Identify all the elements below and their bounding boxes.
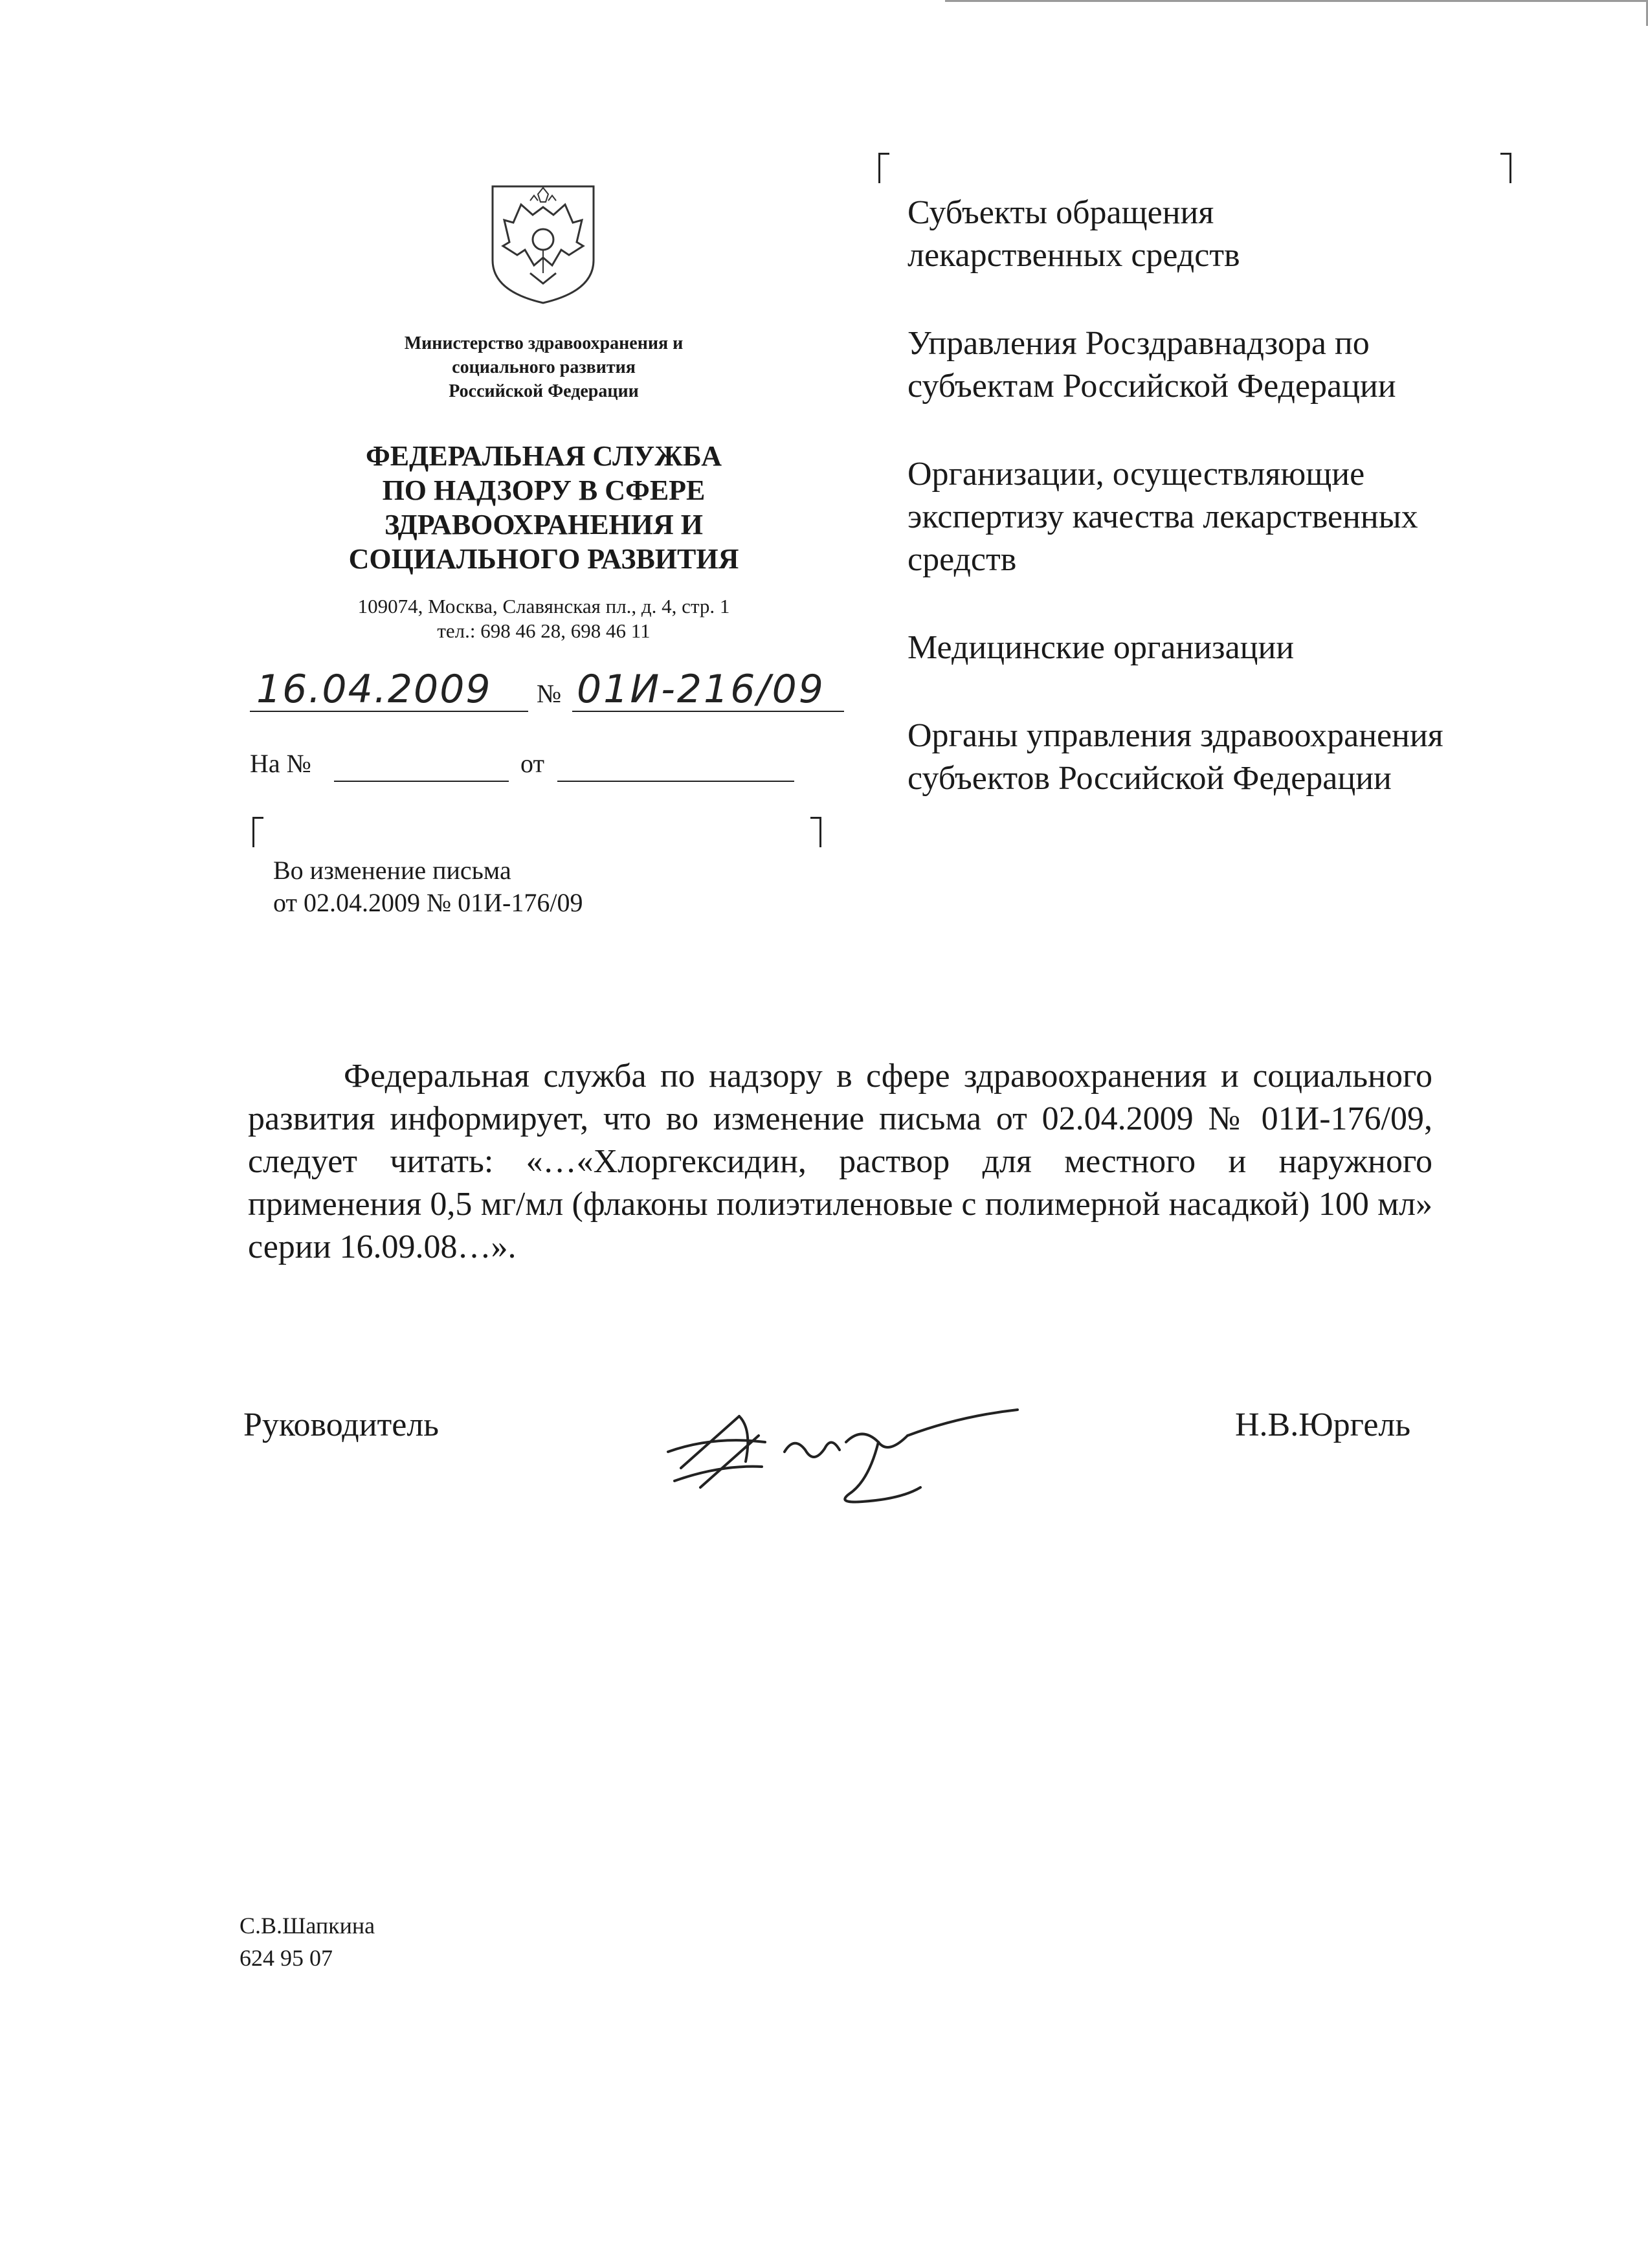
phone-numbers: тел.: 698 46 28, 698 46 11 [437,619,651,642]
handwritten-signature [655,1390,1030,1520]
registration-line [250,667,871,718]
executor-phone: 624 95 07 [239,1945,333,1971]
executor-name: С.В.Шапкина [239,1913,375,1939]
service-line: ФЕДЕРАЛЬНАЯ СЛУЖБА [366,440,722,472]
addressee-line: субъектам Российской Федерации [908,368,1396,405]
addressee-line: Управления Росздравнадзора по [908,325,1370,362]
postal-address: 109074, Москва, Славянская пл., д. 4, стр. 1 [357,595,730,617]
reply-date-blank [557,781,794,782]
addressee-line: экспертизу качества лекарственных [908,498,1418,535]
signer-position: Руководитель [243,1406,439,1443]
addressee [908,627,1632,669]
reply-number-blank [334,781,509,782]
addressee [908,322,1632,408]
addressee-bracket-left [878,153,889,183]
subject-line: от 02.04.2009 № 01И-176/09 [273,888,583,917]
addressee-line: лекарственных средств [908,237,1240,274]
reply-number-label: На № [250,749,311,778]
reply-from-label: от [520,749,544,778]
service-line: ПО НАДЗОРУ В СФЕРЕ [382,474,706,506]
ministry-line: Министерство здравоохранения и [404,333,684,353]
subject-line: Во изменение письма [273,856,511,885]
ministry-line: социального развития [452,357,636,377]
reply-to-line [250,748,832,787]
addressee-line: средств [908,541,1017,578]
addressee-line: Органы управления здравоохранения [908,717,1443,754]
ministry-line: Российской Федерации [449,381,639,401]
addressee-line: субъектов Российской Федерации [908,760,1392,797]
registration-number: 01И-216/09 [577,667,825,712]
executor-info [239,1909,375,1974]
subject-bracket-left [252,817,263,847]
addressee [908,453,1632,581]
addressee-bracket-right [1500,153,1511,183]
letter-body: Федеральная служба по надзору в сфере здравоохранения и социального развития информирует, что во изменение письма от 02.04.2009 № 01И-176/09, следует читать: «…«Хлоргексидин, раствор для местного и наружного применения 0,5 мг/мл (флаконы полиэтиленовые с полимерной насадкой) 100 мл» серии 16.09.08…». [248,1058,1432,1265]
scan-edge-top [945,0,1648,2]
addressee-line: Организации, осуществляющие [908,456,1365,493]
service-line: ЗДРАВООХРАНЕНИЯ И [384,509,703,540]
letter-subject [273,854,791,919]
addressee-list [908,192,1632,845]
sender-address [285,594,803,643]
addressee-line: Медицинские организации [908,629,1295,666]
number-underline [572,711,844,712]
coat-of-arms-icon [487,183,599,306]
addressee-line: Субъекты обращения [908,194,1214,231]
subject-bracket-right [810,817,821,847]
registration-date: 16.04.2009 [256,667,492,712]
number-sign: № [537,679,562,708]
date-underline [250,711,528,712]
service-line: СОЦИАЛЬНОГО РАЗВИТИЯ [348,543,739,575]
signer-name: Н.В.Юргель [1235,1406,1411,1443]
addressee [908,192,1632,277]
ministry-name [350,331,738,403]
addressee [908,715,1632,800]
service-name [285,439,803,576]
